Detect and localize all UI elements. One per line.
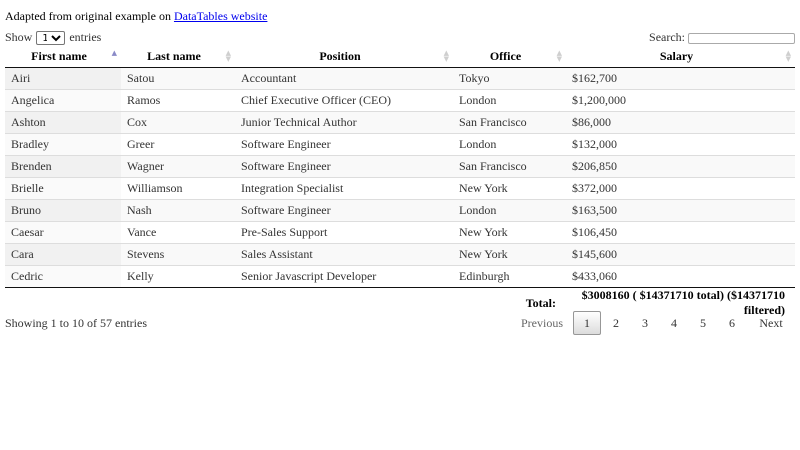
- cell-position: Chief Executive Officer (CEO): [235, 90, 453, 112]
- cell-position: Junior Technical Author: [235, 112, 453, 134]
- length-prefix: Show: [5, 30, 33, 44]
- search-filter: [649, 30, 795, 45]
- cell-first-name: Cedric: [5, 266, 121, 288]
- length-suffix: entries: [69, 30, 102, 44]
- cell-office: London: [453, 90, 566, 112]
- table-row[interactable]: [5, 244, 795, 266]
- cell-position: Pre-Sales Support: [235, 222, 453, 244]
- table-row[interactable]: [5, 178, 795, 200]
- table-header-row: [5, 46, 795, 68]
- cell-salary: $86,000: [566, 112, 795, 134]
- sort-ascending-icon: ▲: [111, 49, 117, 57]
- cell-office: New York: [453, 222, 566, 244]
- cell-office: London: [453, 134, 566, 156]
- cell-salary: $132,000: [566, 134, 795, 156]
- table-row[interactable]: [5, 68, 795, 90]
- search-input[interactable]: [688, 33, 795, 44]
- column-header-last-name[interactable]: [121, 46, 235, 68]
- footer-total-value: $3008160 ( $14371710 total) ($14371710 filtered): [581, 288, 785, 317]
- column-header-first-name[interactable]: [5, 46, 121, 68]
- sort-both-icon: ▲ ▼: [225, 49, 231, 63]
- page-button-2[interactable]: 2: [613, 316, 619, 330]
- cell-first-name: Caesar: [5, 222, 121, 244]
- cell-office: New York: [453, 244, 566, 266]
- cell-position: Senior Javascript Developer: [235, 266, 453, 288]
- cell-salary: $372,000: [566, 178, 795, 200]
- cell-office: Edinburgh: [453, 266, 566, 288]
- table-row[interactable]: [5, 266, 795, 288]
- cell-salary: $433,060: [566, 266, 795, 288]
- cell-salary: $163,500: [566, 200, 795, 222]
- table-row[interactable]: [5, 200, 795, 222]
- cell-last-name: Satou: [121, 68, 235, 90]
- cell-last-name: Stevens: [121, 244, 235, 266]
- employees-table: [5, 46, 795, 318]
- page-button-4[interactable]: 4: [671, 316, 677, 330]
- table-row[interactable]: [5, 134, 795, 156]
- next-page-button[interactable]: Next: [759, 316, 783, 330]
- cell-office: San Francisco: [453, 112, 566, 134]
- column-header-position[interactable]: [235, 46, 453, 68]
- cell-salary: $106,450: [566, 222, 795, 244]
- column-label: Last name: [147, 49, 201, 63]
- sort-both-icon: ▲ ▼: [443, 49, 449, 63]
- cell-position: Sales Assistant: [235, 244, 453, 266]
- column-label: Position: [319, 49, 361, 63]
- cell-position: Software Engineer: [235, 134, 453, 156]
- cell-office: San Francisco: [453, 156, 566, 178]
- cell-first-name: Bruno: [5, 200, 121, 222]
- previous-page-button[interactable]: Previous: [521, 316, 563, 330]
- table-row[interactable]: [5, 222, 795, 244]
- cell-last-name: Kelly: [121, 266, 235, 288]
- cell-first-name: Brielle: [5, 178, 121, 200]
- cell-first-name: Ashton: [5, 112, 121, 134]
- page-button-3[interactable]: 3: [642, 316, 648, 330]
- column-label: Office: [489, 49, 522, 63]
- cell-position: Accountant: [235, 68, 453, 90]
- cell-first-name: Angelica: [5, 90, 121, 112]
- entries-per-page-select[interactable]: [36, 31, 65, 45]
- cell-last-name: Williamson: [121, 178, 235, 200]
- table-row[interactable]: [5, 156, 795, 178]
- table-row[interactable]: [5, 112, 795, 134]
- cell-last-name: Vance: [121, 222, 235, 244]
- intro-label: Adapted from original example on: [5, 9, 174, 23]
- cell-last-name: Wagner: [121, 156, 235, 178]
- cell-office: New York: [453, 178, 566, 200]
- intro-text: [5, 9, 267, 24]
- cell-office: London: [453, 200, 566, 222]
- cell-last-name: Greer: [121, 134, 235, 156]
- search-label: Search:: [649, 30, 685, 44]
- cell-first-name: Bradley: [5, 134, 121, 156]
- cell-last-name: Nash: [121, 200, 235, 222]
- pagination: [511, 311, 795, 335]
- table-row[interactable]: [5, 90, 795, 112]
- cell-salary: $162,700: [566, 68, 795, 90]
- cell-position: Integration Specialist: [235, 178, 453, 200]
- column-label: First name: [31, 49, 87, 63]
- entries-length-control: [5, 30, 101, 45]
- table-info: Showing 1 to 10 of 57 entries: [5, 316, 147, 330]
- cell-position: Software Engineer: [235, 200, 453, 222]
- datatables-website-link[interactable]: DataTables website: [173, 9, 268, 23]
- cell-salary: $206,850: [566, 156, 795, 178]
- cell-first-name: Cara: [5, 244, 121, 266]
- page-button-5[interactable]: 5: [700, 316, 706, 330]
- cell-first-name: Brenden: [5, 156, 121, 178]
- column-label: Salary: [659, 49, 694, 63]
- page-button-1[interactable]: 1: [573, 311, 601, 335]
- cell-first-name: Airi: [5, 68, 121, 90]
- cell-position: Software Engineer: [235, 156, 453, 178]
- sort-both-icon: ▲ ▼: [556, 49, 562, 63]
- column-header-office[interactable]: [453, 46, 566, 68]
- cell-last-name: Ramos: [121, 90, 235, 112]
- cell-office: Tokyo: [453, 68, 566, 90]
- cell-salary: $1,200,000: [566, 90, 795, 112]
- sort-both-icon: ▲ ▼: [785, 49, 791, 63]
- column-header-salary[interactable]: [566, 46, 795, 68]
- cell-last-name: Cox: [121, 112, 235, 134]
- cell-salary: $145,600: [566, 244, 795, 266]
- page-button-6[interactable]: 6: [729, 316, 735, 330]
- footer-total-label: Total:: [525, 295, 556, 310]
